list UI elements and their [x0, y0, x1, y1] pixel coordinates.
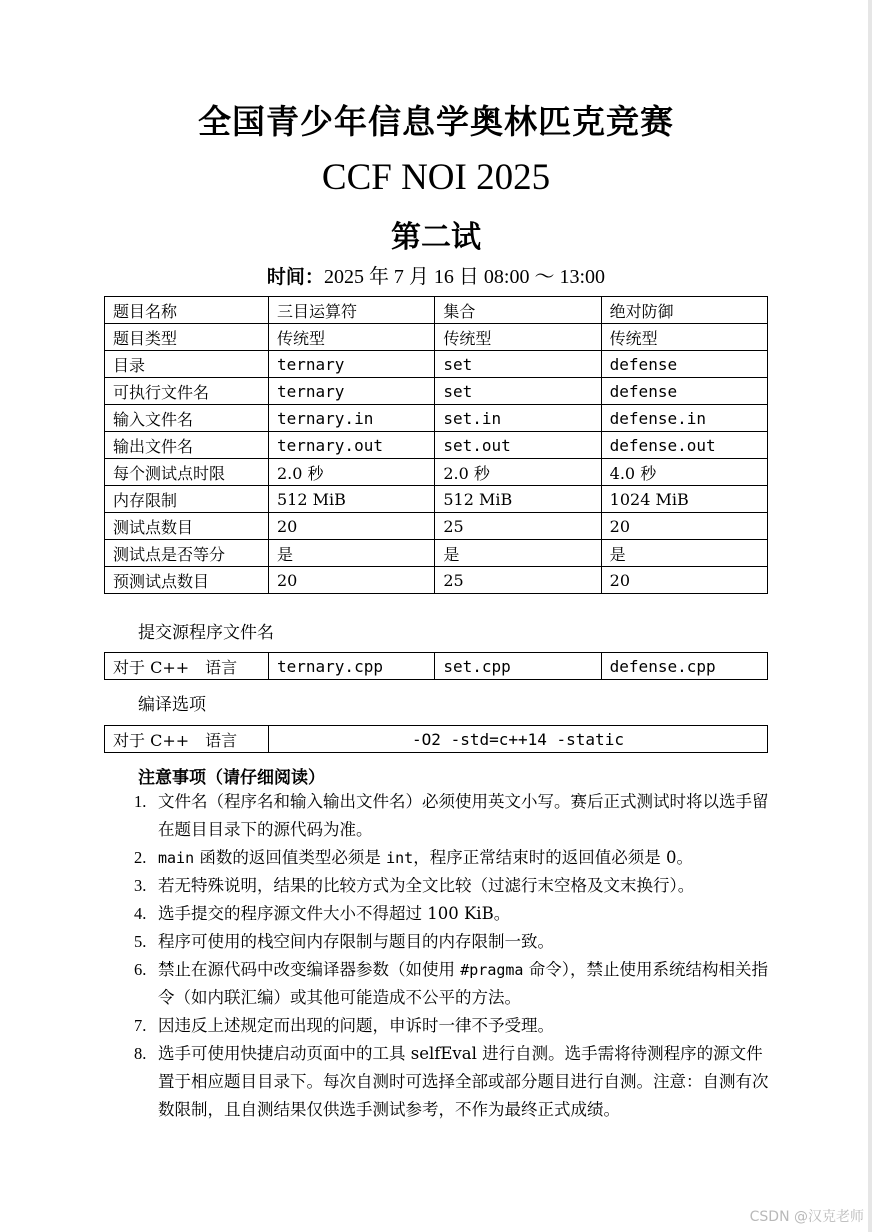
- list-item: [112, 1040, 772, 1124]
- compile-options-table: [104, 725, 768, 753]
- table-cell: ternary: [269, 351, 435, 378]
- note-text: 文件名（程序名和输入输出文件名）必须使用英文小写。赛后正式测试时将以选手留在题目目录下的源代码为准。: [158, 792, 769, 839]
- submit-file: defense.cpp: [601, 653, 767, 680]
- table-cell: 绝对防御: [601, 297, 767, 324]
- table-cell: defense.in: [601, 405, 767, 432]
- compile-heading: 编译选项: [138, 695, 206, 715]
- table-row: [105, 567, 768, 594]
- table-cell: 传统型: [601, 324, 767, 351]
- problems-table: [104, 296, 768, 594]
- note-text: 选手可使用快捷启动页面中的工具 selfEval 进行自测。选手需将待测程序的源文件置于相应题目目录下。每次自测时可选择全部或部分题目进行自测。注意：自测有次数限制，且自测结果仅供选手测试参考，不作为最终正式成绩。: [158, 1044, 769, 1119]
- round-title: 第二试: [391, 220, 481, 255]
- table-row: [105, 378, 768, 405]
- note-number: 8.: [134, 1044, 147, 1063]
- row-label: 可执行文件名: [105, 378, 269, 405]
- table-cell: ternary.out: [269, 432, 435, 459]
- table-cell: 三目运算符: [269, 297, 435, 324]
- table-cell: 512 MiB: [435, 486, 601, 513]
- inline-code: main: [158, 849, 195, 867]
- row-label: 内存限制: [105, 486, 269, 513]
- submit-heading: 提交源程序文件名: [138, 623, 274, 643]
- list-item: [112, 928, 772, 956]
- time-label: 时间：: [266, 266, 324, 288]
- table-cell: 1024 MiB: [601, 486, 767, 513]
- table-cell: ternary: [269, 378, 435, 405]
- compile-flags: -O2 -std=c++14 -static: [269, 726, 768, 753]
- table-cell: 集合: [435, 297, 601, 324]
- table-cell: 20: [601, 513, 767, 540]
- table-cell: 2.0 秒: [269, 459, 435, 486]
- note-text: 命令），禁止使用系统结构相关指令（如内联汇编）或其他可能造成不公平的方法。: [158, 960, 768, 1007]
- table-row: [105, 513, 768, 540]
- table-cell: 是: [269, 540, 435, 567]
- table-cell: 20: [269, 567, 435, 594]
- row-label: 目录: [105, 351, 269, 378]
- table-cell: set: [435, 351, 601, 378]
- table-cell: ternary.in: [269, 405, 435, 432]
- note-text: 选手提交的程序源文件大小不得超过 100 KiB。: [158, 904, 511, 923]
- row-label: 输入文件名: [105, 405, 269, 432]
- language-label: 对于 C++ 语言: [105, 653, 269, 680]
- row-label: 测试点是否等分: [105, 540, 269, 567]
- table-cell: defense.out: [601, 432, 767, 459]
- notes-list: [112, 788, 772, 1124]
- list-item: [112, 1012, 772, 1040]
- table-row: [105, 653, 768, 680]
- table-cell: defense: [601, 378, 767, 405]
- inline-code: #pragma: [460, 961, 524, 979]
- table-cell: 传统型: [269, 324, 435, 351]
- contest-name: CCF NOI 2025: [321, 157, 551, 198]
- table-row: [105, 405, 768, 432]
- table-cell: set.in: [435, 405, 601, 432]
- note-number: 3.: [134, 876, 147, 895]
- table-cell: 传统型: [435, 324, 601, 351]
- table-row: [105, 297, 768, 324]
- table-row: [105, 432, 768, 459]
- list-item: [112, 956, 772, 1012]
- submit-file: set.cpp: [435, 653, 601, 680]
- notes-title: 注意事项（请仔细阅读）: [138, 768, 325, 788]
- table-cell: 20: [601, 567, 767, 594]
- list-item: [112, 872, 772, 900]
- list-item: [112, 900, 772, 928]
- table-cell: 25: [435, 567, 601, 594]
- table-cell: 20: [269, 513, 435, 540]
- submit-file: ternary.cpp: [269, 653, 435, 680]
- table-row: [105, 351, 768, 378]
- contest-time: [0, 260, 872, 289]
- note-text: 程序可使用的栈空间内存限制与题目的内存限制一致。: [158, 932, 554, 951]
- note-text: 因违反上述规定而出现的问题，申诉时一律不予受理。: [158, 1016, 554, 1035]
- time-value: 2025 年 7 月 16 日 08:00 ～ 13:00: [323, 266, 606, 288]
- table-cell: 512 MiB: [269, 486, 435, 513]
- table-cell: 25: [435, 513, 601, 540]
- row-label: 每个测试点时限: [105, 459, 269, 486]
- table-row: [105, 486, 768, 513]
- table-row: [105, 726, 768, 753]
- row-label: 题目名称: [105, 297, 269, 324]
- row-label: 预测试点数目: [105, 567, 269, 594]
- inline-code: int: [386, 849, 414, 867]
- language-label: 对于 C++ 语言: [105, 726, 269, 753]
- table-cell: 是: [601, 540, 767, 567]
- watermark: CSDN @汉克老师: [749, 1209, 864, 1225]
- note-text: 禁止在源代码中改变编译器参数（如使用: [158, 960, 461, 979]
- table-cell: defense: [601, 351, 767, 378]
- table-row: [105, 459, 768, 486]
- note-text: ，程序正常结束时的返回值必须是 0。: [413, 848, 693, 867]
- table-cell: 4.0 秒: [601, 459, 767, 486]
- note-number: 2.: [134, 848, 147, 867]
- list-item: [112, 844, 772, 872]
- row-label: 题目类型: [105, 324, 269, 351]
- note-number: 1.: [134, 792, 147, 811]
- row-label: 输出文件名: [105, 432, 269, 459]
- note-number: 6.: [134, 960, 147, 979]
- submit-files-table: [104, 652, 768, 680]
- table-row: [105, 324, 768, 351]
- table-cell: 2.0 秒: [435, 459, 601, 486]
- table-row: [105, 540, 768, 567]
- note-number: 7.: [134, 1016, 147, 1035]
- note-number: 5.: [134, 932, 147, 951]
- note-text: 函数的返回值类型必须是: [194, 848, 387, 867]
- table-cell: set: [435, 378, 601, 405]
- note-text: 若无特殊说明，结果的比较方式为全文比较（过滤行末空格及文末换行）。: [158, 876, 695, 895]
- row-label: 测试点数目: [105, 513, 269, 540]
- list-item: [112, 788, 772, 844]
- note-number: 4.: [134, 904, 147, 923]
- table-cell: set.out: [435, 432, 601, 459]
- table-cell: 是: [435, 540, 601, 567]
- page-title: 全国青少年信息学奥林匹克竞赛: [198, 102, 674, 141]
